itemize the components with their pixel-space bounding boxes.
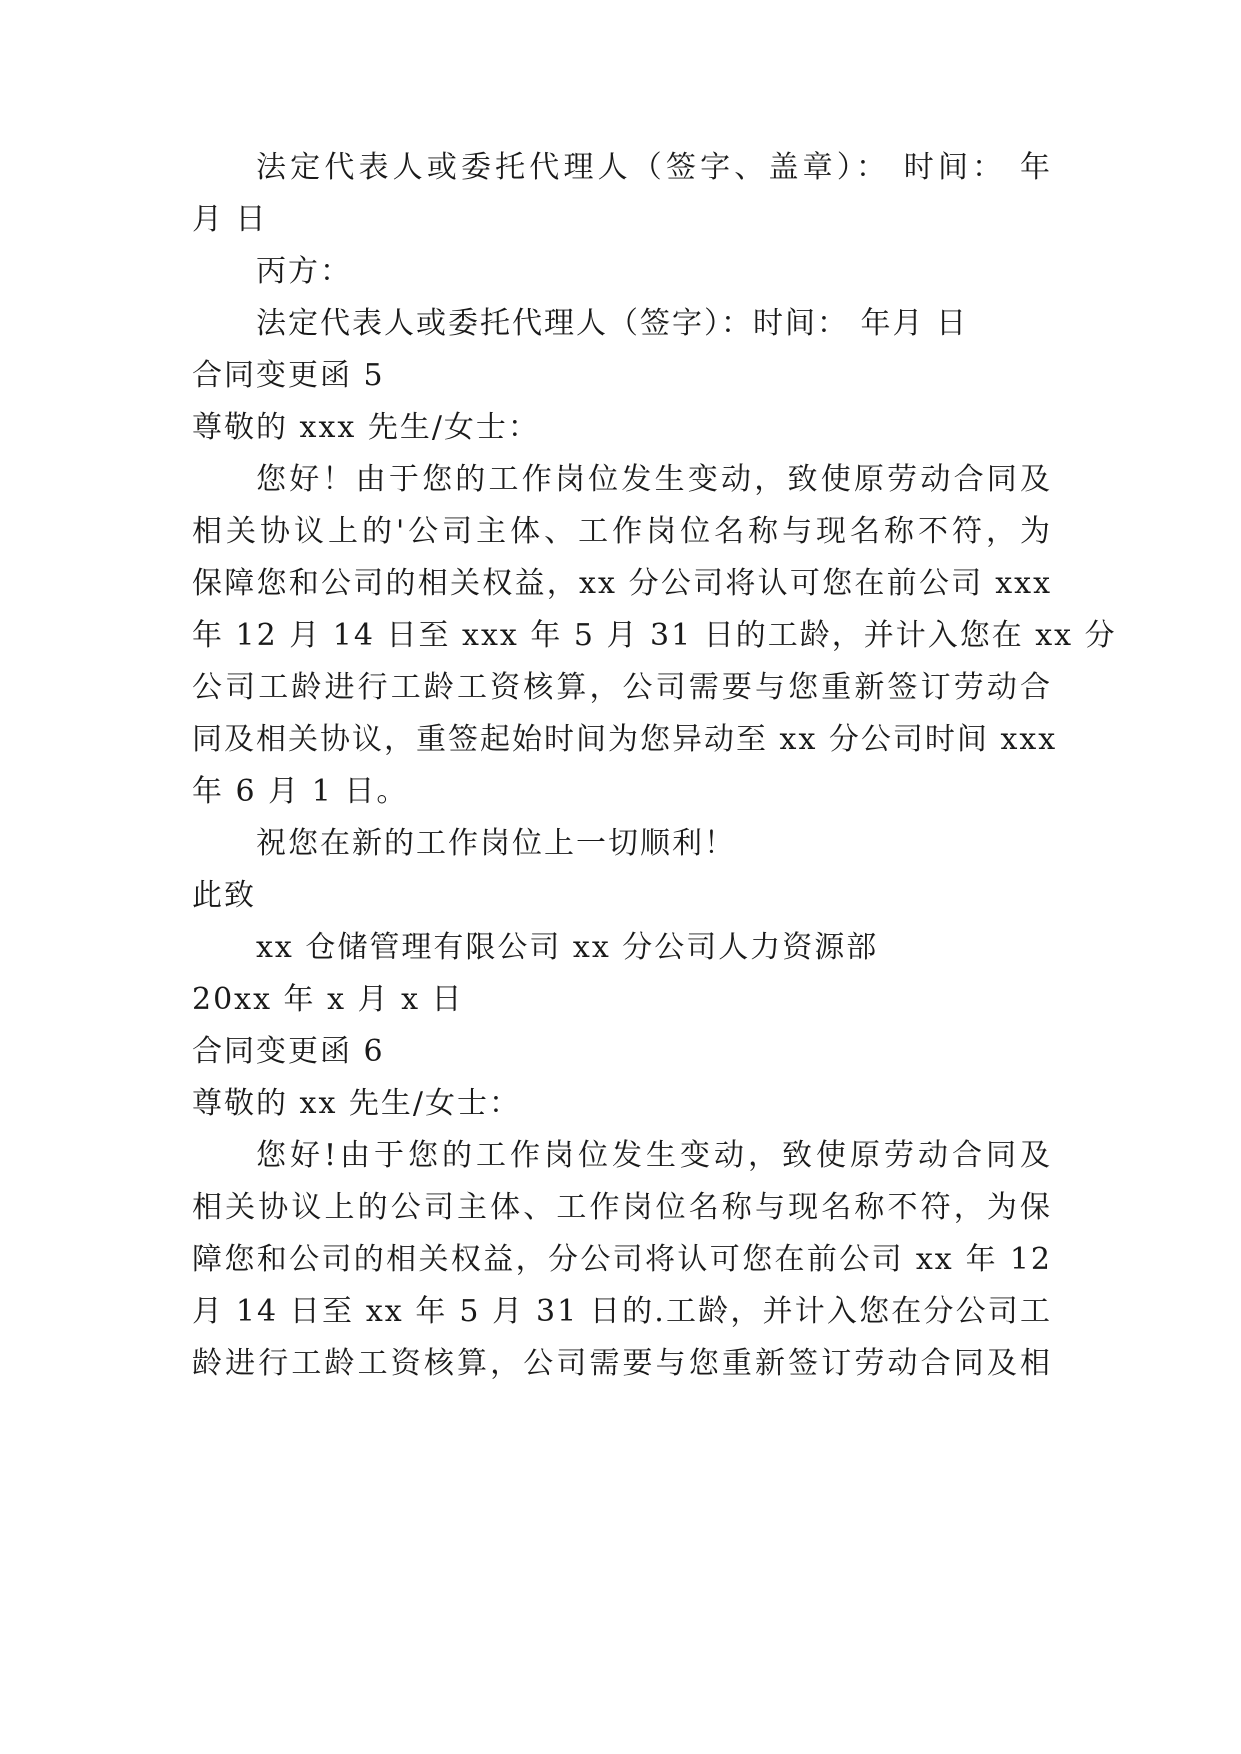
section-heading: 合同变更函 6: [192, 1034, 385, 1069]
paragraph-line: 年 12 月 14 日至 xxx 年 5 月 31 日的工龄，并计入您在 xx 分: [192, 618, 1117, 653]
paragraph-line: 相关协议上的'公司主体、工作岗位名称与现名称不符，为: [192, 514, 1052, 549]
closing-phrase: 此致: [192, 878, 256, 913]
text-line: 丙方：: [256, 254, 352, 289]
section-heading: 合同变更函 5: [192, 358, 385, 393]
paragraph-line: 障您和公司的相关权益，分公司将认可您在前公司 xx 年 12: [192, 1242, 1052, 1277]
paragraph-line: 相关协议上的公司主体、工作岗位名称与现名称不符，为保: [192, 1190, 1052, 1225]
paragraph-line: 保障您和公司的相关权益，xx 分公司将认可您在前公司 xxx: [192, 566, 1052, 601]
paragraph-line: 您好！由于您的工作岗位发生变动，致使原劳动合同及: [256, 462, 1052, 497]
paragraph-line: 同及相关协议，重签起始时间为您异动至 xx 分公司时间 xxx: [192, 722, 1058, 757]
paragraph-line: 月 14 日至 xx 年 5 月 31 日的.工龄，并计入您在分公司工: [192, 1294, 1052, 1329]
signature-date: 20xx 年 x 月 x 日: [192, 982, 464, 1017]
paragraph-line: 公司工龄进行工龄工资核算，公司需要与您重新签订劳动合: [192, 670, 1052, 705]
text-line: 法定代表人或委托代理人（签字）：时间： 年月 日: [256, 306, 969, 341]
paragraph-line: 您好!由于您的工作岗位发生变动，致使原劳动合同及: [256, 1138, 1052, 1173]
closing-wish: 祝您在新的工作岗位上一切顺利！: [256, 826, 736, 861]
salutation: 尊敬的 xx 先生/女士：: [192, 1086, 522, 1121]
paragraph-line: 年 6 月 1 日。: [192, 774, 409, 809]
text-line: 月 日: [192, 202, 268, 237]
text-line: 法定代表人或委托代理人（签字、盖章）： 时间： 年: [256, 150, 1052, 185]
paragraph-line: 龄进行工龄工资核算，公司需要与您重新签订劳动合同及相: [192, 1346, 1052, 1381]
salutation: 尊敬的 xxx 先生/女士：: [192, 410, 540, 445]
signature-department: xx 仓储管理有限公司 xx 分公司人力资源部: [256, 930, 879, 965]
